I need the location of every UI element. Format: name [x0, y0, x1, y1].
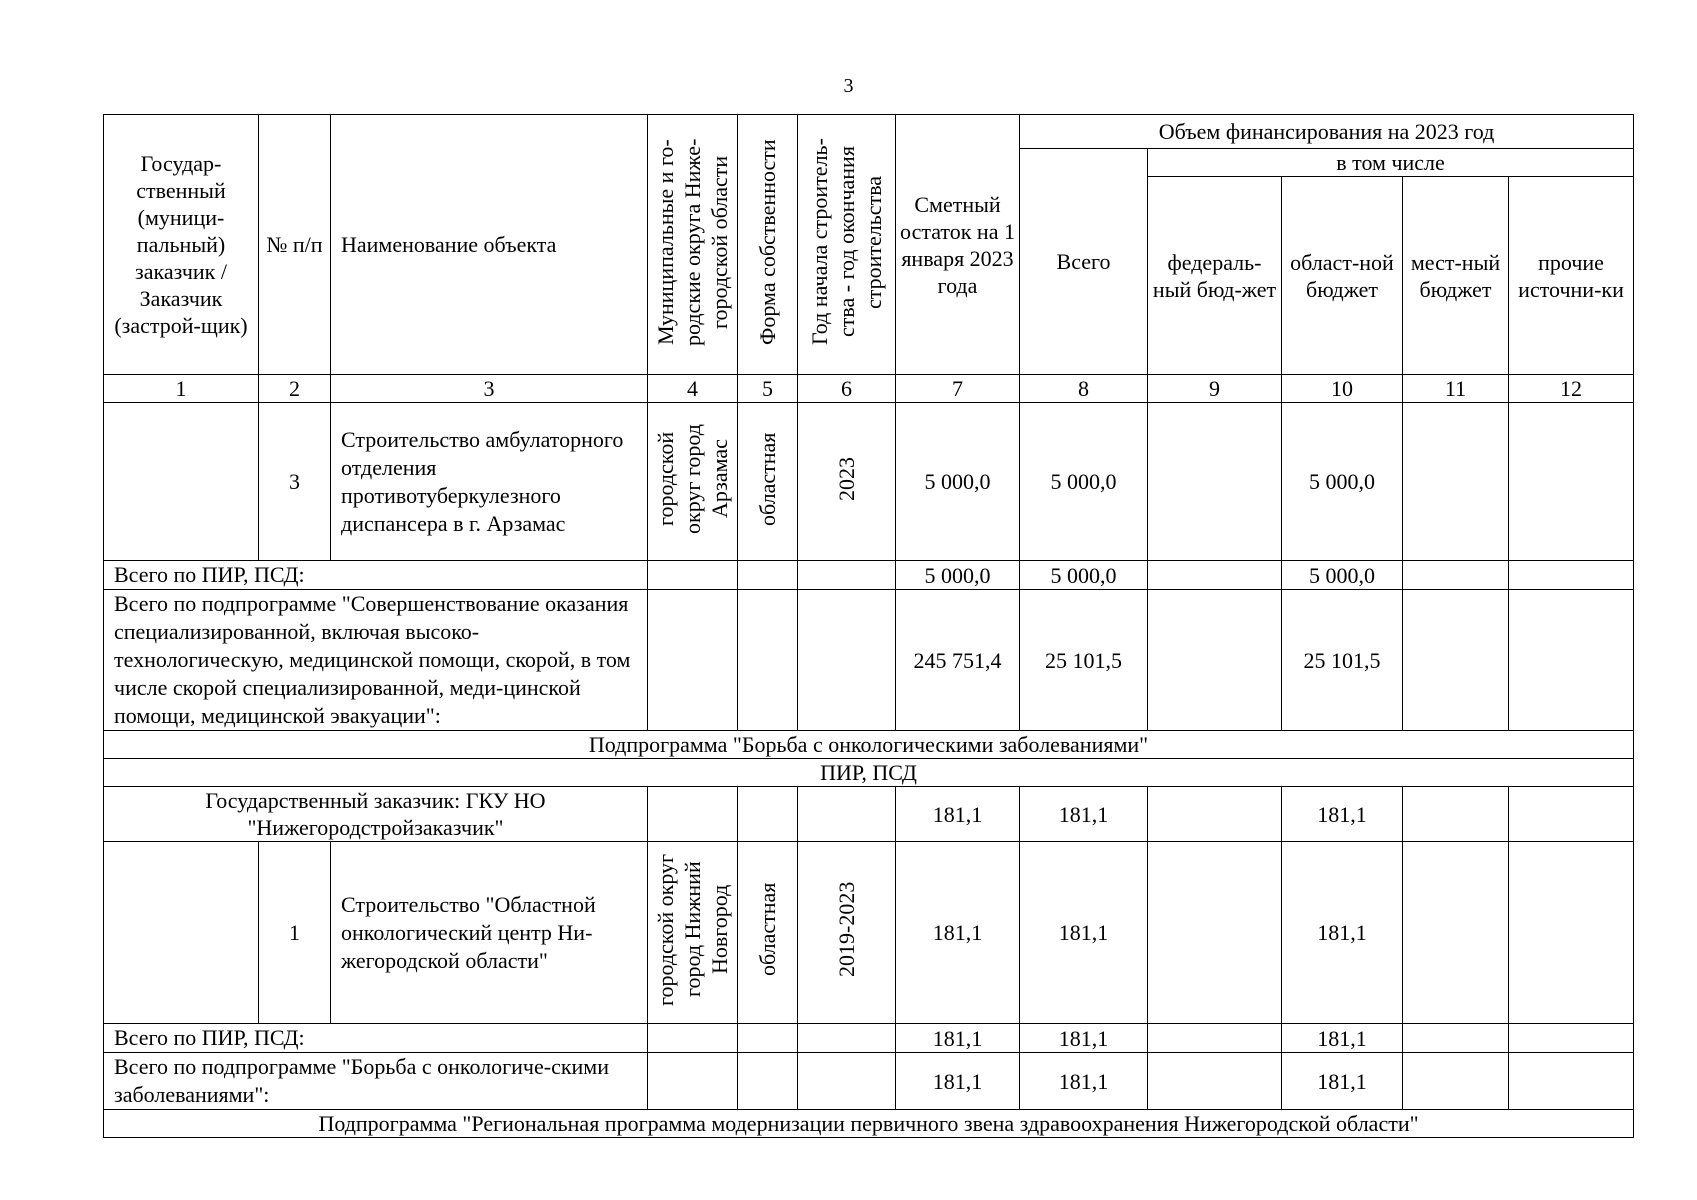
empty-cell	[738, 787, 798, 842]
empty-cell	[798, 787, 896, 842]
object-name: Строительство "Областной онкологический центр Ни-жегородской области"	[331, 842, 648, 1024]
value-total: 25 101,5	[1020, 590, 1148, 731]
header-total: Всего	[1020, 149, 1148, 375]
object-row	[104, 403, 1634, 561]
header-municipality: Муниципальные и го-родские округа Ниже-городской области	[653, 137, 732, 346]
value-local	[1403, 1024, 1509, 1053]
total-row	[104, 1024, 1634, 1053]
empty-cell	[798, 590, 896, 731]
column-number: 8	[1020, 375, 1148, 403]
column-number: 3	[331, 375, 648, 403]
section-title: ПИР, ПСД	[104, 759, 1634, 787]
object-row	[104, 842, 1634, 1024]
total-label: Всего по ПИР, ПСД:	[104, 1024, 648, 1053]
empty-cell	[738, 561, 798, 590]
construction-years: 2023	[834, 456, 859, 501]
total-label: Всего по подпрограмме "Совершенствование оказания специализированной, включая высоко-технологическую, медицинской помощи, скорой, в том числе скорой специализированной, меди-цинской помощи, медицинской эвакуации":	[104, 590, 648, 731]
value-local	[1403, 787, 1509, 842]
value-other	[1509, 842, 1634, 1024]
empty-cell	[738, 1024, 798, 1053]
ownership: областная	[755, 882, 780, 977]
column-number: 11	[1403, 375, 1509, 403]
total-row	[104, 1053, 1634, 1110]
header-estimate: Сметный остаток на 1 января 2023 года	[896, 115, 1020, 375]
header-funding-title: Объем финансирования на 2023 год	[1020, 115, 1634, 149]
column-number: 2	[259, 375, 331, 403]
total-row	[104, 590, 1634, 731]
header-other: прочие источни-ки	[1509, 177, 1634, 375]
section-title: Подпрограмма "Борьба с онкологическими заболеваниями"	[104, 731, 1634, 759]
value-regional: 181,1	[1282, 1053, 1403, 1110]
value-federal	[1148, 842, 1282, 1024]
value-other	[1509, 403, 1634, 561]
empty-cell	[648, 1053, 738, 1110]
value-other	[1509, 590, 1634, 731]
empty-cell	[798, 561, 896, 590]
empty-cell	[104, 842, 259, 1024]
header-including: в том числе	[1148, 149, 1634, 177]
header-num: № п/п	[259, 115, 331, 375]
value-regional: 5 000,0	[1282, 403, 1403, 561]
value-total: 181,1	[1020, 1053, 1148, 1110]
value-local	[1403, 1053, 1509, 1110]
section-row	[104, 731, 1634, 759]
column-number: 1	[104, 375, 259, 403]
column-number: 6	[798, 375, 896, 403]
header-federal: федераль-ный бюд-жет	[1148, 177, 1282, 375]
column-number: 5	[738, 375, 798, 403]
value-regional: 181,1	[1282, 842, 1403, 1024]
total-label: Всего по ПИР, ПСД:	[104, 561, 648, 590]
construction-years: 2019-2023	[834, 881, 859, 978]
total-row	[104, 561, 1634, 590]
value-other	[1509, 1024, 1634, 1053]
header-object-name: Наименование объекта	[331, 115, 648, 375]
value-total: 181,1	[1020, 787, 1148, 842]
empty-cell	[648, 590, 738, 731]
column-number-row	[104, 375, 1634, 403]
empty-cell	[648, 561, 738, 590]
header-row-1	[104, 115, 1634, 149]
header-customer: Государ-ственный (муници-пальный) заказчик / Заказчик (застрой-щик)	[104, 115, 259, 375]
value-estimate: 181,1	[896, 1053, 1020, 1110]
customer-label: Государственный заказчик: ГКУ НО "Нижегородстройзаказчик"	[104, 787, 648, 842]
header-regional: област-ной бюджет	[1282, 177, 1403, 375]
value-total: 181,1	[1020, 1024, 1148, 1053]
row-number: 3	[259, 403, 331, 561]
ownership: областная	[755, 431, 780, 526]
column-number: 10	[1282, 375, 1403, 403]
header-local: мест-ный бюджет	[1403, 177, 1509, 375]
empty-cell	[648, 1024, 738, 1053]
value-federal	[1148, 590, 1282, 731]
section-title: Подпрограмма "Региональная программа модернизации первичного звена здравоохранения Нижегородской области"	[104, 1110, 1634, 1138]
header-ownership: Форма собственности	[755, 138, 780, 345]
object-name: Строительство амбулаторного отделения противотуберкулезного диспансера в г. Арзамас	[331, 403, 648, 561]
value-other	[1509, 787, 1634, 842]
column-number: 12	[1509, 375, 1634, 403]
total-label: Всего по подпрограмме "Борьба с онкологиче-скими заболеваниями":	[104, 1053, 648, 1110]
value-total: 5 000,0	[1020, 403, 1148, 561]
page-number: 3	[843, 75, 854, 97]
value-total: 181,1	[1020, 842, 1148, 1024]
value-regional: 181,1	[1282, 787, 1403, 842]
value-local	[1403, 590, 1509, 731]
row-number: 1	[259, 842, 331, 1024]
customer-row	[104, 787, 1634, 842]
value-estimate: 181,1	[896, 842, 1020, 1024]
value-estimate: 245 751,4	[896, 590, 1020, 731]
value-federal	[1148, 561, 1282, 590]
value-estimate: 5 000,0	[896, 561, 1020, 590]
value-regional: 25 101,5	[1282, 590, 1403, 731]
empty-cell	[798, 1053, 896, 1110]
empty-cell	[648, 787, 738, 842]
empty-cell	[104, 403, 259, 561]
column-number: 4	[648, 375, 738, 403]
value-other	[1509, 1053, 1634, 1110]
value-federal	[1148, 1024, 1282, 1053]
value-local	[1403, 561, 1509, 590]
section-row	[104, 1110, 1634, 1138]
value-federal	[1148, 787, 1282, 842]
value-federal	[1148, 403, 1282, 561]
municipality: городской округ город Нижний Новгород	[653, 853, 732, 1006]
empty-cell	[738, 1053, 798, 1110]
column-number: 9	[1148, 375, 1282, 403]
municipality: городской округ город Арзамас	[653, 423, 732, 534]
value-estimate: 5 000,0	[896, 403, 1020, 561]
value-local	[1403, 403, 1509, 561]
value-regional: 5 000,0	[1282, 561, 1403, 590]
value-federal	[1148, 1053, 1282, 1110]
value-other	[1509, 561, 1634, 590]
value-total: 5 000,0	[1020, 561, 1148, 590]
financing-table	[103, 114, 1634, 1138]
value-estimate: 181,1	[896, 787, 1020, 842]
value-local	[1403, 842, 1509, 1024]
empty-cell	[738, 590, 798, 731]
section-row	[104, 759, 1634, 787]
value-regional: 181,1	[1282, 1024, 1403, 1053]
value-estimate: 181,1	[896, 1024, 1020, 1053]
empty-cell	[798, 1024, 896, 1053]
header-years: Год начала строитель-ства - год окончания строительства	[807, 138, 886, 345]
column-number: 7	[896, 375, 1020, 403]
